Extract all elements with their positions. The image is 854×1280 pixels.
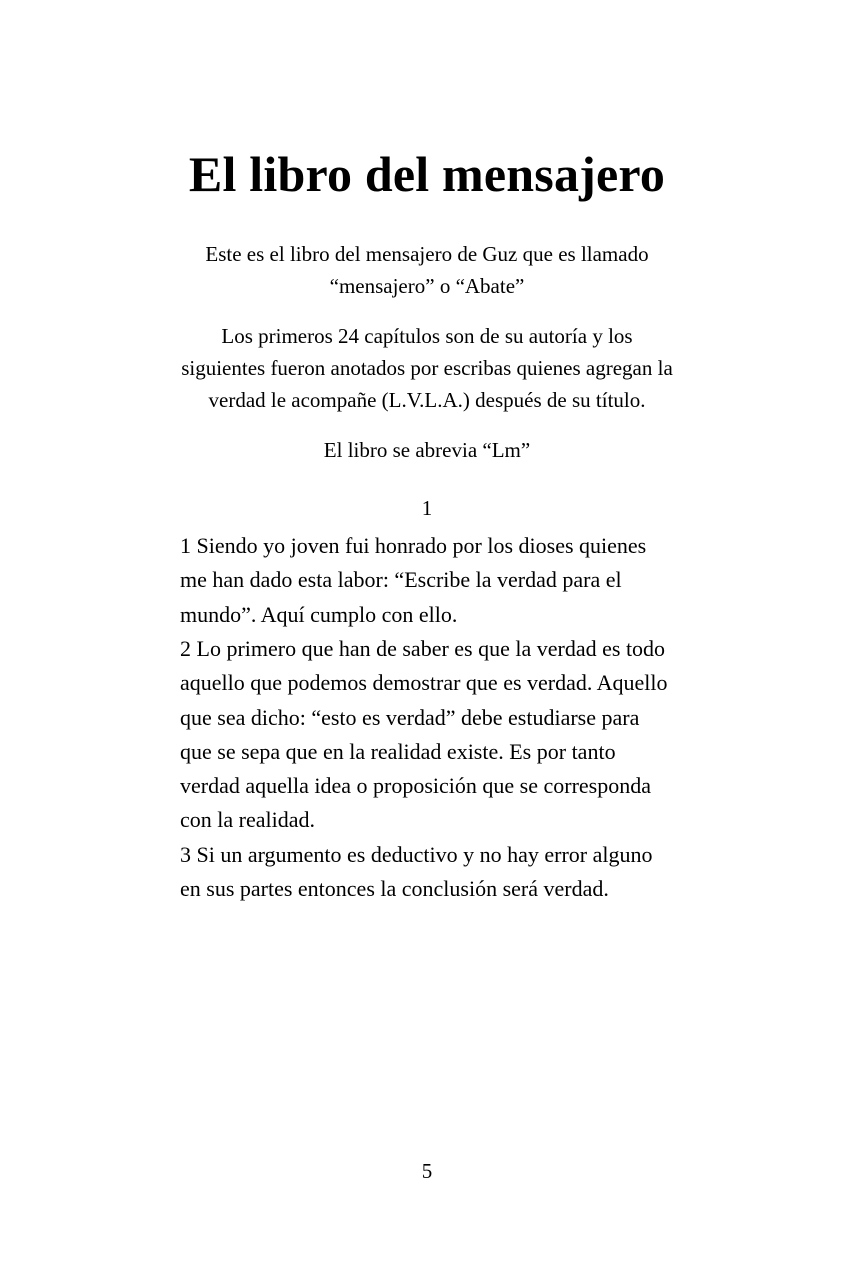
page-number: 5 — [421, 1159, 433, 1183]
subtitle-block — [180, 239, 674, 466]
page-title: El libro del mensajero — [188, 146, 666, 202]
chapter-body — [180, 529, 674, 906]
chapter-number: 1 — [421, 496, 433, 521]
verse-1: 1 Siendo yo joven fui honrado por los dioses quienes me han dado esta labor: “Escribe la verdad para el mundo”. Aquí cumplo con ello. — [180, 532, 647, 627]
subtitle-paragraph-2: Los primeros 24 capítulos son de su autoría y los siguientes fueron anotados por escribas quienes agregan la verdad le acompañe (L.V.L.A.) después de su título. — [181, 323, 673, 412]
verse-2: 2 Lo primero que han de saber es que la verdad es todo aquello que podemos demostrar que es verdad. Aquello que sea dicho: “esto es verdad” debe estudiarse para que se sepa que en la realidad existe. Es por tanto verdad aquella idea o proposición que se corresponda con la realidad. — [180, 635, 668, 833]
subtitle-paragraph-3: El libro se abrevia “Lm” — [323, 437, 531, 462]
verse-3: 3 Si un argumento es deductivo y no hay error alguno en sus partes entonces la conclusión será verdad. — [180, 841, 653, 902]
subtitle-paragraph-1: Este es el libro del mensajero de Guz que es llamado “mensajero” o “Abate” — [205, 242, 649, 298]
